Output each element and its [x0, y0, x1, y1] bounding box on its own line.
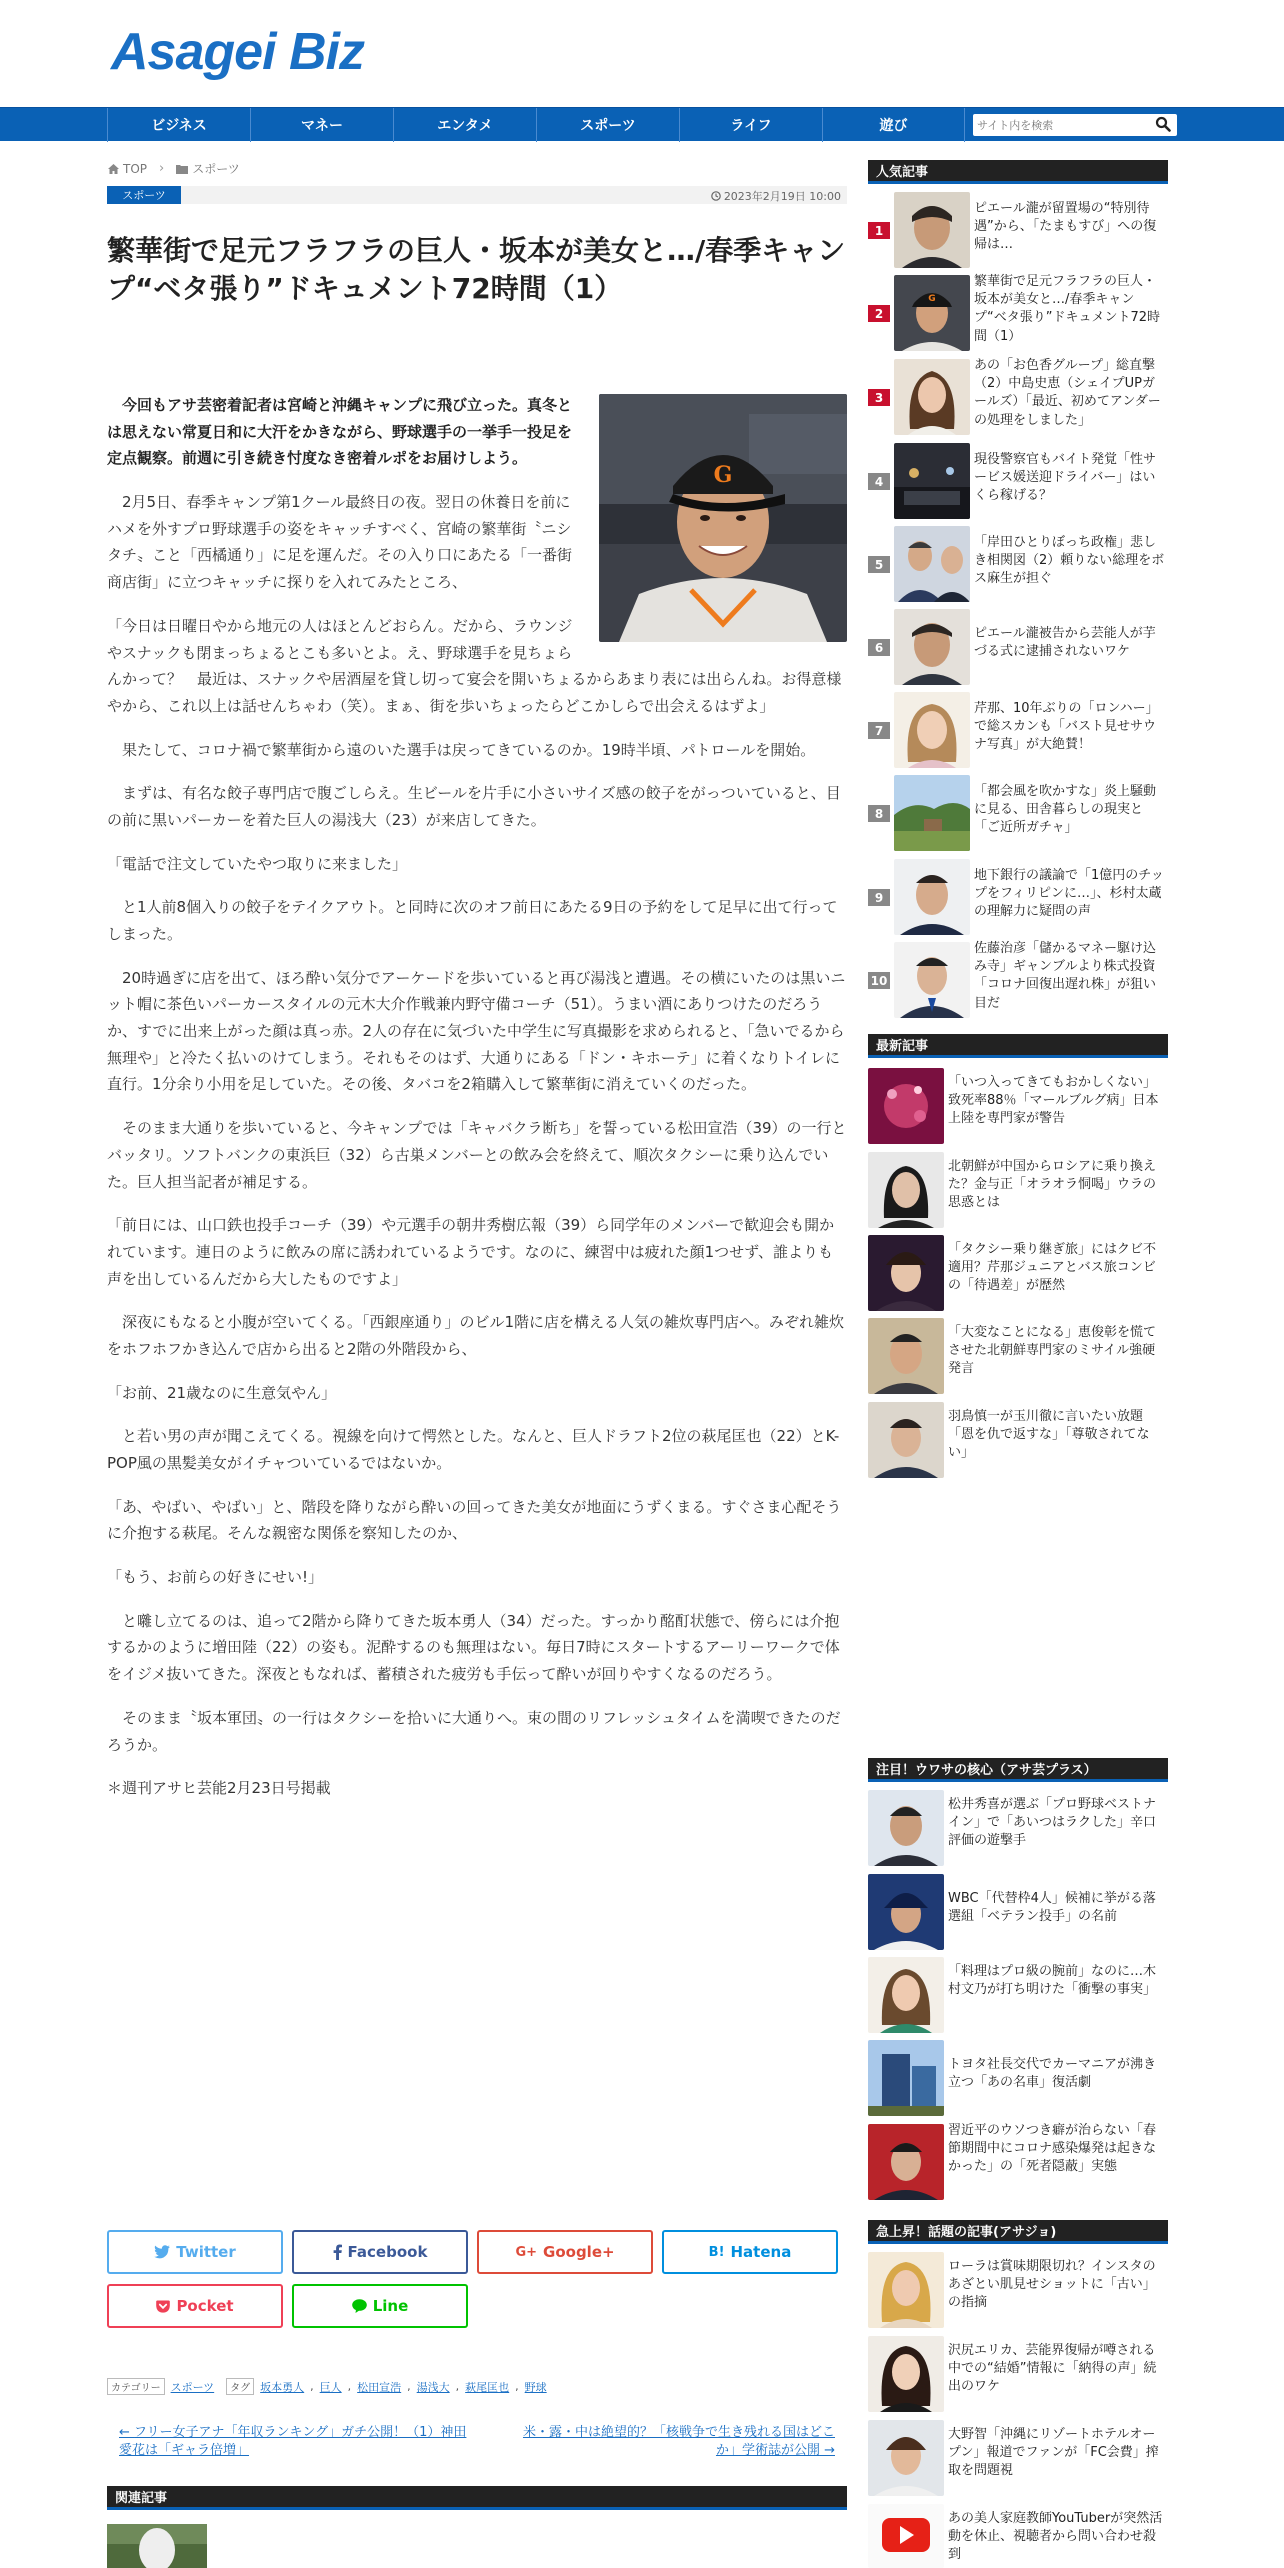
popular-item[interactable] — [868, 441, 1168, 521]
svg-text:G: G — [928, 294, 936, 304]
article-paragraph: 「前日には、山口鉄也投手コーチ（39）や元選手の朝井秀樹広報（39）ら同学年のメンバーで歓迎会も開かれています。連日のように飲みの席に誘われているようです。なのに、練習中は疲れた顔1つせず、誰よりも声を出しているんだから大したものですよ」 — [107, 1216, 835, 1288]
popular-item[interactable] — [868, 190, 1168, 270]
share-google-label: Google+ — [543, 2243, 615, 2261]
nav-item-sports[interactable]: スポーツ — [536, 108, 679, 142]
rank-badge: 9 — [868, 889, 890, 906]
article-meta — [107, 186, 847, 204]
latest-item[interactable] — [868, 1150, 1168, 1230]
latest-thumb — [868, 1152, 944, 1228]
date-text: 2023年2月19日 10:00 — [723, 190, 841, 203]
trending-title: ローラは賞味期限切れ？インスタのあざとい肌見せショットに「古い」の指摘 — [948, 2259, 1156, 2311]
trending-item[interactable] — [868, 2334, 1168, 2414]
share-facebook-label: Facebook — [347, 2243, 428, 2261]
related-thumb — [107, 2524, 207, 2568]
nav-item-asobi[interactable]: 遊び — [822, 108, 965, 142]
article-paragraph: 20時過ぎに店を出て、ほろ酔い気分でアーケードを歩いていると再び湯浅と遭遇。その横にいたのは黒いニット帽に茶色いパーカースタイルの元木大介作戦兼内野守備コーチ（51）。うまい酒にありつけたのだろうか、すでに出来上がった顔は真っ赤。2人の存在に気づいた中学生に写真撮影を求められると、「急いでるから無理や」と冷たく払いのけてしまう。それもそのはず、大通りにある「ドン・キホーテ」に着くなりトイレに直行。1分余り小用を足していた。その後、タバコを2箱購入して繁華街に消えていくのだった。 — [107, 968, 846, 1094]
article-paragraph: まずは、有名な餃子専門店で腹ごしらえ。生ビールを片手に小さいサイズ感の餃子をがっついていると、目の前に黒いパーカーを着た巨人の湯浅大（23）が来店してきた。 — [107, 784, 841, 829]
nav-item-money[interactable]: マネー — [250, 108, 393, 142]
search-icon — [1155, 116, 1171, 132]
pocket-icon — [156, 2300, 170, 2313]
uwasa-thumb — [868, 1874, 944, 1950]
popular-thumb — [894, 609, 970, 685]
trending-title: 大野智「沖縄にリゾートホテルオープン」報道でファンが「FC会費」搾取を問題視 — [948, 2427, 1159, 2479]
tag-link[interactable]: 坂本勇人 — [260, 2380, 305, 2394]
popular-title: 現役警察官もバイト発覚「性サービス媛送迎ドライバー」はいくら稼げる？ — [974, 452, 1157, 504]
latest-item[interactable] — [868, 1316, 1168, 1396]
facebook-icon — [333, 2244, 342, 2260]
rank-badge: 1 — [868, 222, 890, 239]
article-paragraph: 深夜にもなると小腹が空いてくる。「西銀座通り」のビル1階に店を構える人気の雑炊専門店へ。みぞれ雑炊をホフホフかき込んで店から出ると2階の外階段から、 — [107, 1313, 845, 1358]
svg-text:G: G — [713, 462, 733, 488]
search-box — [973, 114, 1177, 136]
rank-badge: 4 — [868, 473, 890, 490]
share-line-label: Line — [372, 2297, 409, 2315]
arrow-right-icon: → — [819, 2442, 835, 2458]
clock-icon — [711, 191, 721, 201]
share-google-button[interactable] — [477, 2230, 653, 2274]
article-title: 繁華街で足元フラフラの巨人・坂本が美女と…/春季キャンプ“ベタ張り”ドキュメント72時間（1） — [107, 234, 846, 305]
popular-thumb — [894, 775, 970, 851]
popular-item[interactable] — [868, 607, 1168, 687]
popular-thumb — [894, 275, 970, 351]
latest-item[interactable] — [868, 1233, 1168, 1313]
trending-heading: 急上昇！話題の記事(アサジョ) — [868, 2220, 1168, 2244]
share-pocket-button[interactable] — [107, 2284, 283, 2328]
uwasa-title: 「料理はプロ級の腕前」なのに…木村文乃が打ち明けた「衝撃の事実」 — [948, 1964, 1157, 1998]
uwasa-thumb — [868, 2124, 944, 2200]
latest-heading: 最新記事 — [868, 1034, 1168, 1058]
latest-title: 北朝鮮が中国からロシアに乗り換えた？金与正「オラオラ恫喝」ウラの思惑とは — [948, 1159, 1157, 1211]
line-icon — [352, 2299, 367, 2313]
nav-menu — [107, 108, 965, 142]
latest-thumb — [868, 1402, 944, 1478]
popular-item[interactable] — [868, 273, 1168, 353]
popular-item[interactable] — [868, 940, 1168, 1020]
article-paragraph: 2月5日、春季キャンプ第1クール最終日の夜。翌日の休養日を前にハメを外すプロ野球選手の姿をキャッチすべく、宮崎の繁華街〝ニシタチ〟こと「西橘通り」に足を運んだ。その入り口にあたる「一番街商店街」に立つキャッチに探りを入れてみたところ、 — [107, 493, 573, 592]
trending-item[interactable] — [868, 2250, 1168, 2330]
latest-title: 「タクシー乗り継ぎ旅」にはクビ不適用？芹那ジュニアとバス旅コンビの「待遇差」が歴然 — [948, 1242, 1157, 1294]
popular-heading: 人気記事 — [868, 160, 1168, 184]
popular-title: 佐藤治彦「儲かるマネー駆け込み寺」ギャンブルより株式投資「コロナ回復出遅れ株」が狙い目だ — [974, 941, 1157, 1011]
tag-label: タグ — [226, 2378, 254, 2395]
share-twitter-button[interactable] — [107, 2230, 283, 2274]
arrow-left-icon: ← — [119, 2425, 135, 2440]
article-paragraph: と若い男の声が聞こえてくる。視線を向けて愕然とした。なんと、巨人ドラフト2位の萩尾匡也（22）とK-POP風の黒髪美女がイチャついているではないか。 — [107, 1427, 840, 1472]
prev-article-link[interactable] — [119, 2424, 479, 2459]
article-paragraph: 「お前、21歳なのに生意気やん」 — [107, 1383, 337, 1402]
rank-badge: 3 — [868, 389, 890, 406]
share-hatena-button[interactable] — [662, 2230, 838, 2274]
uwasa-item[interactable] — [868, 2038, 1168, 2118]
tag-link[interactable]: 松田宣浩 — [357, 2380, 402, 2394]
publish-date — [711, 188, 841, 204]
popular-thumb — [894, 942, 970, 1018]
breadcrumb-home[interactable]: TOP — [123, 161, 148, 176]
popular-thumb — [894, 692, 970, 768]
share-facebook-button[interactable] — [292, 2230, 468, 2274]
uwasa-item[interactable] — [868, 2122, 1168, 2202]
rank-badge: 7 — [868, 722, 890, 739]
search-input[interactable] — [977, 116, 1147, 134]
uwasa-thumb — [868, 1957, 944, 2033]
popular-thumb — [894, 859, 970, 935]
article-paragraph: 「あ、やばい、やばい」と、階段を降りながら酔いの回ってきた美女が地面にうずくまる。すぐさま心配そうに介抱する萩尾。そんな親密な関係を察知したのか、 — [107, 1497, 842, 1543]
rank-badge: 5 — [868, 556, 890, 573]
latest-item[interactable] — [868, 1066, 1168, 1146]
home-icon — [108, 164, 119, 174]
popular-title: 繁華街で足元フラフラの巨人・坂本が美女と…/春季キャンプ“ベタ張り”ドキュメント72時間（1） — [974, 274, 1161, 344]
article-paragraph: 果たして、コロナ禍で繁華街から遠のいた選手は戻ってきているのか。19時半頃、パトロールを開始。 — [122, 740, 816, 759]
nav-item-life[interactable]: ライフ — [679, 108, 822, 142]
article-tags: カテゴリー スポーツ タグ 坂本勇人 , 巨人 , 松田宣浩 , 湯浅大 , 萩尾匡也 , 野球 — [107, 2378, 547, 2395]
article-paragraph: と1人前8個入りの餃子をテイクアウト。と同時に次のオフ前日にあたる9日の予約をして足早に出て行ってしまった。 — [107, 898, 838, 943]
article-paragraph: 「電話で注文していたやつ取りに来ました」 — [107, 854, 408, 873]
latest-item[interactable] — [868, 1400, 1168, 1480]
twitter-icon — [154, 2245, 170, 2259]
trending-thumb — [868, 2420, 944, 2496]
article-lead: 今回もアサ芸密着記者は宮崎と沖縄キャンプに飛び立った。真冬とは思えない常夏日和に大汗をかきながら、野球選手の一挙手一投足を定点観察。前週に引き続き忖度なき密着ルポをお届けしよう。 — [107, 396, 573, 468]
latest-title: 「大変なことになる」恵俊彰を慌てさせた北朝鮮専門家のミサイル強硬発言 — [948, 1325, 1157, 1377]
popular-title: 芹那、10年ぶりの「ロンハー」で総スカンも「バスト見せサウナ写真」が大絶賛！ — [974, 701, 1159, 753]
latest-thumb — [868, 1318, 944, 1394]
article-hero-image — [599, 394, 847, 642]
popular-item[interactable] — [868, 857, 1168, 937]
uwasa-thumb — [868, 1790, 944, 1866]
uwasa-heading: 注目！ウワサの核心（アサ芸プラス） — [868, 1758, 1168, 1782]
breadcrumb — [108, 160, 240, 177]
trending-title: あの美人家庭教師YouTuberが突然活動を休止、視聴者から問い合わせ殺到 — [948, 2511, 1163, 2563]
rank-badge: 8 — [868, 805, 890, 822]
next-article-title: 米・露・中は絶望的？「核戦争で生き残れる国はどこか」学術誌が公開 — [522, 2425, 835, 2458]
popular-thumb — [894, 443, 970, 519]
rank-badge: 6 — [868, 639, 890, 656]
folder-icon — [176, 164, 188, 174]
popular-item[interactable] — [868, 357, 1168, 437]
popular-thumb — [894, 526, 970, 602]
article-body — [107, 392, 847, 1819]
next-article-link[interactable] — [505, 2424, 835, 2459]
popular-thumb — [894, 359, 970, 435]
uwasa-title: WBC「代替枠4人」候補に挙がる落選組「ベテラン投手」の名前 — [948, 1891, 1156, 1925]
prev-article-title: フリー女子アナ「年収ランキング」ガチ公開！（1）神田愛花は「ギャラ倍増」 — [119, 2425, 467, 2458]
popular-title: ピエール瀧被告から芸能人が芋づる式に逮捕されないワケ — [974, 626, 1156, 660]
trending-title: 沢尻エリカ、芸能界復帰が噂される中での“結婚”情報に「納得の声」続出のワケ — [948, 2343, 1157, 2395]
nav-item-business[interactable]: ビジネス — [107, 108, 250, 142]
trending-item[interactable] — [868, 2502, 1168, 2568]
article-source-note: ＊週刊アサヒ芸能2月23日号掲載 — [107, 1779, 331, 1798]
tag-link[interactable]: 巨人 — [319, 2380, 342, 2394]
rank-badge: 10 — [868, 972, 890, 989]
site-logo[interactable]: Asagei Biz — [111, 23, 364, 81]
trending-thumb — [868, 2336, 944, 2412]
latest-thumb — [868, 1235, 944, 1311]
tag-link[interactable]: 野球 — [524, 2380, 547, 2394]
popular-title: あの「お色香グループ」総直撃（2）中島史恵（シェイプUPガールズ）「最近、初めてアンダーの処理をしました」 — [974, 358, 1161, 428]
uwasa-title: 松井秀喜が選ぶ「プロ野球ベストナイン」で「あいつはラクした」辛口評価の遊撃手 — [948, 1797, 1157, 1849]
share-pocket-label: Pocket — [176, 2297, 234, 2315]
uwasa-title: トヨタ社長交代でカーマニアが沸き立つ「あの名車」復活劇 — [948, 2057, 1157, 2091]
category-badge[interactable]: スポーツ — [107, 186, 181, 204]
trending-thumb — [868, 2504, 944, 2568]
popular-title: 地下銀行の議論で「1億円のチップをフィリピンに…」、杉村太蔵の理解力に疑問の声 — [974, 868, 1164, 920]
article-paragraph: 「今日は日曜日やから地元の人はほとんどおらん。だから、ラウンジやスナックも閉まっちょるとこも多いとよ。え、野球選手を見ちょらんかって？ 最近は、スナックや居酒屋を貸し切って宴会を開いちょるからあまり表には出らんね。お得意様やから、これ以上は話せんちゃわ（笑）。まぁ、街を歩いちょったらどこかしらで出会えるはずよ」 — [107, 616, 842, 715]
related-heading: 関連記事 — [107, 2486, 847, 2510]
latest-title: 羽鳥慎一が玉川徹に言いたい放題「恩を仇で返すな」「尊敬されてない」 — [948, 1409, 1150, 1461]
site-header — [0, 0, 1284, 106]
popular-title: 「岸田ひとりぼっち政権」悲しき相関図（2）頼りない総理をボス麻生が担ぐ — [974, 535, 1165, 587]
nav-item-entame[interactable]: エンタメ — [393, 108, 536, 142]
popular-title: 「都会風を吹かすな」炎上騒動に見る、田舎暮らしの現実と「ご近所ガチャ」 — [974, 784, 1157, 836]
category-label: カテゴリー — [107, 2378, 165, 2395]
uwasa-item[interactable] — [868, 1872, 1168, 1952]
article-paragraph: そのまま大通りを歩いていると、今キャンプでは「キャバクラ断ち」を誓っている松田宣浩（39）の一行とバッタリ。ソフトバンクの東浜巨（32）ら古巣メンバーとの飲み会を終えて、順次タクシーに乗り込んでいた。巨人担当記者が補足する。 — [107, 1119, 847, 1191]
latest-thumb — [868, 1068, 944, 1144]
article-paragraph: 「もう、お前らの好きにせい!」 — [107, 1568, 324, 1587]
popular-item[interactable] — [868, 524, 1168, 604]
tag-link[interactable]: 萩尾匡也 — [465, 2380, 510, 2394]
breadcrumb-category[interactable]: スポーツ — [192, 162, 240, 176]
tag-link[interactable]: 湯浅大 — [416, 2380, 450, 2394]
uwasa-title: 習近平のウソつき癖が治らない「春節期間中にコロナ感染爆発は起きなかった」の「死者隠蔽」実態 — [948, 2123, 1157, 2175]
hatena-icon: B! — [708, 2244, 725, 2260]
chevron-right-icon: › — [159, 161, 165, 176]
share-hatena-label: Hatena — [730, 2243, 792, 2261]
popular-title: ピエール瀧が留置場の“特別待遇”から、「たまもすび」への復帰は… — [974, 201, 1157, 253]
uwasa-thumb — [868, 2040, 944, 2116]
global-nav — [0, 107, 1284, 141]
search-button[interactable] — [1155, 116, 1173, 134]
share-twitter-label: Twitter — [176, 2243, 236, 2261]
uwasa-item[interactable] — [868, 1788, 1168, 1868]
article-paragraph: そのまま〝坂本軍団〟の一行はタクシーを拾いに大通りへ。束の間のリフレッシュタイムを満喫できたのだろうか。 — [107, 1708, 841, 1754]
category-link[interactable]: スポーツ — [170, 2380, 215, 2394]
share-line-button[interactable] — [292, 2284, 468, 2328]
uwasa-item[interactable] — [868, 1955, 1168, 2035]
rank-badge: 2 — [868, 305, 890, 322]
latest-title: 「いつ入ってきてもおかしくない」致死率88％「マールブルグ病」日本上陸を専門家が警告 — [948, 1075, 1159, 1127]
trending-item[interactable] — [868, 2418, 1168, 2498]
popular-item[interactable] — [868, 773, 1168, 853]
google-plus-icon: G+ — [515, 2244, 538, 2260]
popular-thumb — [894, 192, 970, 268]
article-paragraph: と囃し立てるのは、追って2階から降りてきた坂本勇人（34）だった。すっかり酩酊状態で、傍らには介抱するかのように増田陸（22）の姿も。泥酔するのも無理はない。毎日7時にスタートするアーリーワークで体をイジメ抜いてきた。深夜ともなれば、蓄積された疲労も手伝って酔いが回りやすくなるのだろう。 — [107, 1611, 840, 1684]
popular-item[interactable] — [868, 690, 1168, 770]
trending-thumb — [868, 2252, 944, 2328]
